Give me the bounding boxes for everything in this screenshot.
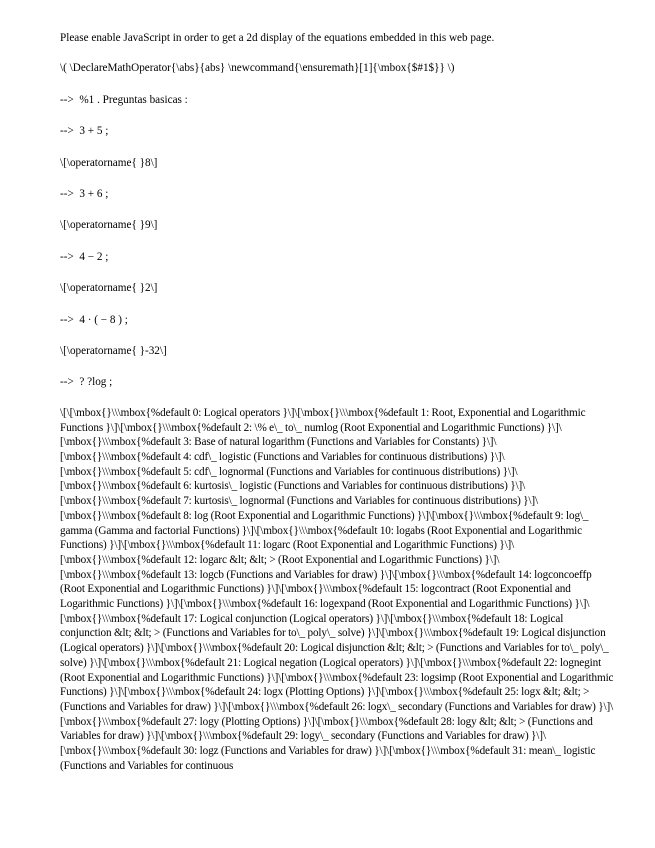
input-line-4-minus-2: --> 4 − 2 ;	[60, 250, 109, 263]
input-line-3-plus-5: --> 3 + 5 ;	[60, 125, 109, 138]
apropos-output-block: \[\[\mbox{}\\\mbox{%default 0: Logical operators }\]\[\mbox{}\\\mbox{%default 1: Root, Exponential and Logarithmic Functions }\]\[\mbox{}\\\mbox{%default 2: \% e\_ to\_ numlog (Root Exponential and Logarithmic Functions) }\]\[\mbox{}\\\mbox{%default 3: Base of natural logarithm (Functions and Variables for Constants) }\]\[\mbox{}\\\mbox{%default 4: cdf\_ logistic (Functions and Variables for continuous distributions) }\]\[\mbox{}\\\mbox{%default 5: cdf\_ lognormal (Functions and Variables for continuous distributions) }\]\[\mbox{}\\\mbox{%default 6: kurtosis\_ logistic (Functions and Variables for continuous distributions) }\]\[\mbox{}\\\mbox{%default 7: kurtosis\_ lognormal (Functions and Variables for continuous distributions) }\]\[\mbox{}\\\mbox{%default 8: log (Root Exponential and Logarithmic Functions) }\]\[\mbox{}\\\mbox{%default 9: log\_ gamma (Gamma and factorial Functions) }\]\[\mbox{}\\\mbox{%default 10: logabs (Root Exponential and Logarithmic Functions) }\]\[\mbox{}\\\mbox{%default 11: logarc (Root Exponential and Logarithmic Functions) }\]\[\mbox{}\\\mbox{%default 12: logarc &lt; &lt; > (Root Exponential and Logarithmic Functions) }\]\[\mbox{}\\\mbox{%default 13: logcb (Functions and Variables for draw) }\]\[\mbox{}\\\mbox{%default 14: logconcoeffp (Root Exponential and Logarithmic Functions) }\]\[\mbox{}\\\mbox{%default 15: logcontract (Root Exponential and Logarithmic Functions) }\]\[\mbox{}\\\mbox{%default 16: logexpand (Root Exponential and Logarithmic Functions) }\]\[\mbox{}\\\mbox{%default 17: Logical conjunction (Logical operators) }\]\[\mbox{}\\\mbox{%default 18: Logical conjunction &lt; &lt; > (Functions and Variables for to\_ poly\_ solve) }\]\[\mbox{}\\\mbox{%default 19: Logical disjunction (Logical operators) }\]\[\mbox{}\\\mbox{%default 20: Logical disjunction &lt; &lt; > (Functions and Variables for to\_ poly\_ solve) }\]\[\mbox{}\\\mbox{%default 21: Logical negation (Logical operators) }\]\[\mbox{}\\\mbox{%default 22: lognegint (Root Exponential and Logarithmic Functions) }\]\[\mbox{}\\\mbox{%default 23: logsimp (Root Exponential and Logarithmic Functions) }\]\[\mbox{}\\\mbox{%default 24: logx (Plotting Options) }\]\[\mbox{}\\\mbox{%default 25: logx &lt; &lt; > (Functions and Variables for draw) }\]\[\mbox{}\\\mbox{%default 26: logx\_ secondary (Functions and Variables for draw) }\]\[\mbox{}\\\mbox{%default 27: logy (Plotting Options) }\]\[\mbox{}\\\mbox{%default 28: logy &lt; &lt; > (Functions and Variables for draw) }\]\[\mbox{}\\\mbox{%default 29: logy\_ secondary (Functions and Variables for draw) }\]\[\mbox{}\\\mbox{%default 30: logz (Functions and Variables for draw) }\]\[\mbox{}\\\mbox{%default 31: mean\_ logistic (Functions and Variables for continuous	[60, 406, 616, 772]
math-declaration: \( \DeclareMathOperator{\abs}{abs} \newcommand{\ensuremath}[1]{\mbox{$#1$}} \)	[60, 62, 455, 75]
output-line-8: \[\operatorname{ }8\]	[60, 156, 158, 169]
input-line-3-plus-6: --> 3 + 6 ;	[60, 188, 109, 201]
javascript-notice: Please enable JavaScript in order to get a 2d display of the equations embedded in this web page.	[60, 32, 495, 44]
input-line-section-heading: --> %1 . Preguntas basicas :	[60, 93, 188, 106]
input-line-help-log: --> ? ?log ;	[60, 376, 113, 389]
output-line-9: \[\operatorname{ }9\]	[60, 219, 158, 232]
output-line-2: \[\operatorname{ }2\]	[60, 282, 158, 295]
input-line-4-times-neg8: --> 4 · ( − 8 ) ;	[60, 313, 128, 326]
output-line-neg32: \[\operatorname{ }-32\]	[60, 345, 167, 358]
